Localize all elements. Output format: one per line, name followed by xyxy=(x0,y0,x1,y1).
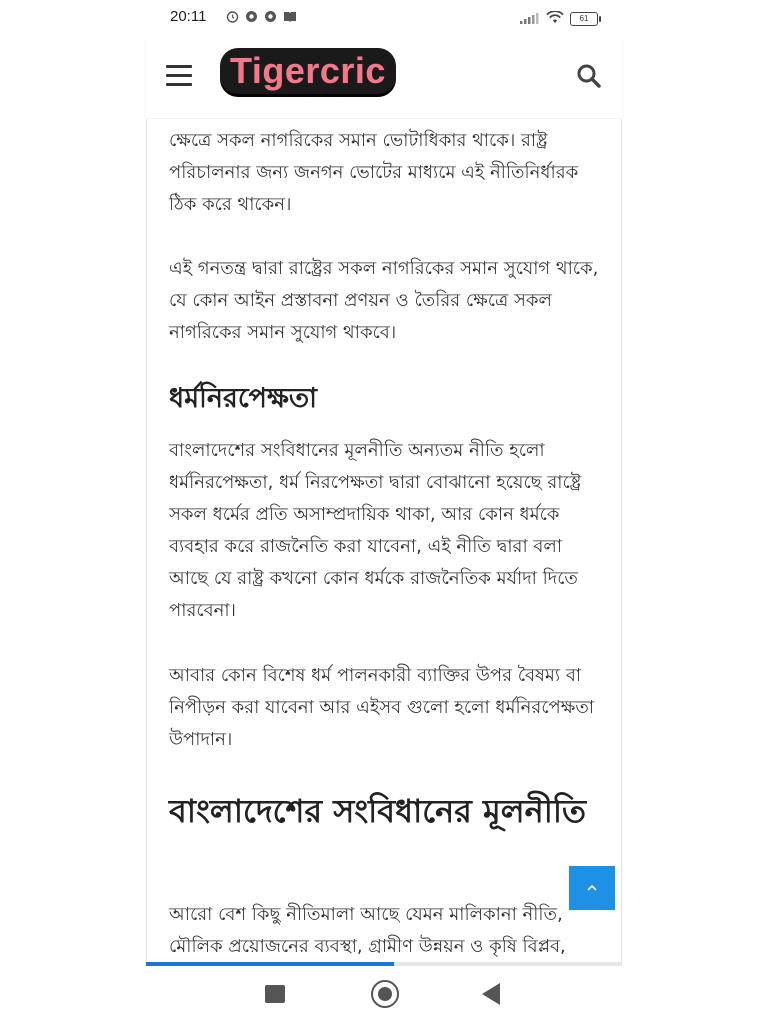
logo-text: Tigercric xyxy=(230,50,386,91)
system-navigation-bar xyxy=(146,966,622,1024)
site-header xyxy=(146,36,622,118)
signal-icon xyxy=(520,9,540,28)
alarm-icon xyxy=(226,8,239,21)
paragraph: ক্ষেত্রে সকল নাগরিকের সমান ভোটাধিকার থাকে। রাষ্ট্র পরিচালনার জন্য জনগন ভোটের মাধ্যমে এই নীতিনির্ধারক ঠিক করে থাকেন। xyxy=(169,130,579,215)
status-bar xyxy=(146,0,622,36)
wifi-icon xyxy=(546,9,564,28)
status-right xyxy=(520,9,598,28)
paragraph: এই গনতন্ত্র দ্বারা রাষ্ট্রের সকল নাগরিকের সমান সুযোগ থাকে, যে কোন আইন প্রস্তাবনা প্রণয়ন ও তৈরির ক্ষেত্রে সকল নাগরিকের সমান সুযোগ থাকবে। xyxy=(169,258,599,343)
app-notification-icon xyxy=(245,8,258,21)
recent-apps-button[interactable] xyxy=(265,985,285,1003)
section-heading: বাংলাদেশের সংবিধানের মূলনীতি xyxy=(169,792,587,830)
home-button[interactable] xyxy=(371,980,399,1008)
notification-icons xyxy=(226,8,296,21)
section-heading: ধর্মনিরপেক্ষতা xyxy=(169,383,317,414)
site-logo[interactable] xyxy=(220,48,396,94)
chevron-up-icon xyxy=(586,884,598,892)
app-notification-icon-2 xyxy=(264,8,277,21)
book-icon xyxy=(283,8,296,21)
search-icon[interactable] xyxy=(576,63,602,89)
back-button[interactable] xyxy=(482,983,500,1005)
paragraph: আবার কোন বিশেষ ধর্ম পালনকারী ব্যাক্তির উপর বৈষম্য বা নিপীড়ন করা যাবেনা আর এইসব গুলো হলো ধর্মনিরপেক্ষতা উপাদান। xyxy=(169,665,595,750)
hamburger-menu-icon[interactable] xyxy=(166,65,192,87)
paragraph: আরো বেশ কিছু নীতিমালা আছে যেমন মালিকানা নীতি, মৌলিক প্রয়োজনের ব্যবস্থা, গ্রামীণ উন্নয়ন ও কৃষি বিপ্লব, xyxy=(169,904,566,957)
status-time: 20:11 xyxy=(170,8,207,25)
paragraph: বাংলাদেশের সংবিধানের মূলনীতি অন্যতম নীতি হলো ধর্মনিরপেক্ষতা, ধর্ম নিরপেক্ষতা দ্বারা বোঝানো হয়েছে রাষ্ট্রে সকল ধর্মের প্রতি অসাম্প্রদায়িক থাকা, আর কোন ধর্মকে ব্যবহার করে রাজনৈতি করা যাবেনা, এই নীতি দ্বারা বলা আছে যে রাষ্ট্র কখনো কোন ধর্মকে রাজনৈতিক মর্যাদা দিতে পারবেনা। xyxy=(169,440,582,621)
scroll-to-top-button[interactable] xyxy=(569,866,615,910)
battery-indicator: 61 xyxy=(570,12,598,26)
article-content xyxy=(146,119,622,962)
